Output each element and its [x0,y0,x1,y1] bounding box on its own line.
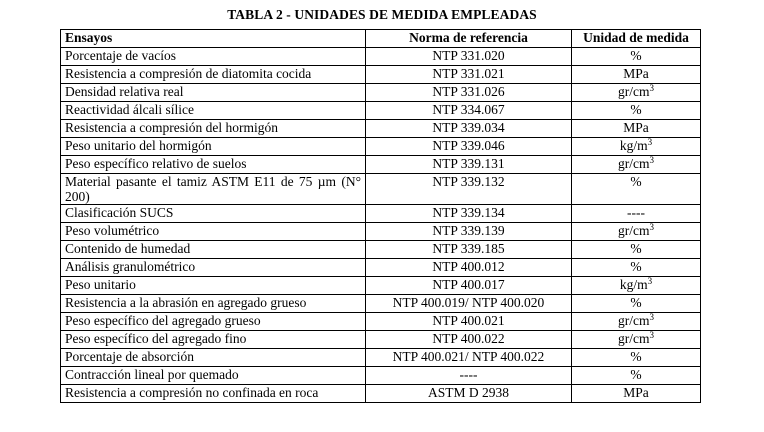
cell-ensayo: Porcentaje de absorción [61,349,366,367]
table-row [61,385,701,403]
cell-unidad [572,241,701,259]
cell-ensayo: Peso específico del agregado grueso [61,313,366,331]
cell-norma: NTP 331.021 [366,66,572,84]
cell-unidad [572,277,701,295]
table-row [61,331,701,349]
unit-text: gr/cm [618,223,650,238]
cell-norma: NTP 400.017 [366,277,572,295]
cell-ensayo: Clasificación SUCS [61,205,366,223]
unit-text: MPa [623,66,649,81]
table-row [61,120,701,138]
header-norma: Norma de referencia [366,30,572,48]
unit-text: MPa [623,120,649,135]
cell-norma: NTP 400.022 [366,331,572,349]
cell-ensayo: Peso específico del agregado fino [61,331,366,349]
table-row [61,313,701,331]
cell-norma: ASTM D 2938 [366,385,572,403]
unit-exponent: 3 [649,312,654,322]
unit-exponent: 3 [649,155,654,165]
header-unidad: Unidad de medida [572,30,701,48]
unit-text: kg/m [619,277,648,292]
cell-unidad [572,66,701,84]
cell-unidad [572,84,701,102]
cell-ensayo: Resistencia a compresión del hormigón [61,120,366,138]
cell-ensayo: Peso específico relativo de suelos [61,156,366,174]
unit-text: gr/cm [618,313,650,328]
cell-unidad [572,205,701,223]
cell-norma: NTP 400.019/ NTP 400.020 [366,295,572,313]
cell-norma: NTP 339.139 [366,223,572,241]
cell-norma: NTP 339.134 [366,205,572,223]
cell-norma: ---- [366,367,572,385]
cell-ensayo: Peso unitario del hormigón [61,138,366,156]
cell-ensayo: Contenido de humedad [61,241,366,259]
unit-exponent: 3 [647,137,653,147]
table-row [61,295,701,313]
cell-norma: NTP 339.131 [366,156,572,174]
cell-norma: NTP 339.046 [366,138,572,156]
unit-text: % [630,349,642,364]
cell-norma: NTP 334.067 [366,102,572,120]
cell-unidad [572,120,701,138]
cell-ensayo: Reactividad álcali sílice [61,102,366,120]
cell-unidad [572,259,701,277]
cell-norma: NTP 331.020 [366,48,572,66]
header-ensayos: Ensayos [61,30,366,48]
table-row [61,48,701,66]
unit-text: % [630,174,642,189]
unit-text: % [630,367,642,382]
cell-unidad [572,156,701,174]
unit-text: gr/cm [618,84,650,99]
table-row [61,349,701,367]
cell-unidad [572,367,701,385]
unit-exponent: 3 [647,276,653,286]
cell-unidad [572,138,701,156]
unit-text: gr/cm [618,331,650,346]
cell-unidad [572,385,701,403]
table-row [61,102,701,120]
cell-norma: NTP 400.021/ NTP 400.022 [366,349,572,367]
unit-text: % [630,295,642,310]
cell-ensayo: Material pasante el tamiz ASTM E11 de 75 µm (N° 200) [61,174,366,205]
unit-text: kg/m [619,138,648,153]
table-row [61,84,701,102]
unit-text: % [630,259,642,274]
table-row [61,223,701,241]
cell-ensayo: Contracción lineal por quemado [61,367,366,385]
unit-exponent: 3 [649,83,654,93]
unit-text: gr/cm [618,156,650,171]
table-row [61,66,701,84]
table-row [61,241,701,259]
unit-exponent: 3 [649,330,654,340]
cell-norma: NTP 331.026 [366,84,572,102]
table-row [61,367,701,385]
table-row [61,277,701,295]
table-row [61,156,701,174]
unit-text: MPa [623,385,649,400]
cell-ensayo: Resistencia a compresión de diatomita cocida [61,66,366,84]
cell-norma: NTP 339.132 [366,174,572,205]
cell-unidad [572,331,701,349]
cell-ensayo: Resistencia a compresión no confinada en roca [61,385,366,403]
cell-norma: NTP 339.185 [366,241,572,259]
unit-text: ---- [627,205,645,220]
units-table [60,29,701,403]
cell-norma: NTP 339.034 [366,120,572,138]
cell-ensayo: Densidad relativa real [61,84,366,102]
cell-ensayo: Porcentaje de vacíos [61,48,366,66]
cell-unidad [572,102,701,120]
cell-unidad [572,313,701,331]
cell-unidad [572,295,701,313]
cell-unidad [572,48,701,66]
table-row [61,259,701,277]
unit-text: % [630,48,642,63]
table-row [61,138,701,156]
unit-text: % [630,102,642,117]
header-row [61,30,701,48]
cell-ensayo: Peso unitario [61,277,366,295]
table-title: TABLA 2 - UNIDADES DE MEDIDA EMPLEADAS [227,7,537,22]
cell-unidad [572,223,701,241]
cell-norma: NTP 400.021 [366,313,572,331]
cell-norma: NTP 400.012 [366,259,572,277]
cell-unidad [572,349,701,367]
unit-text: % [630,241,642,256]
cell-ensayo: Peso volumétrico [61,223,366,241]
cell-ensayo: Resistencia a la abrasión en agregado grueso [61,295,366,313]
cell-unidad [572,174,701,205]
table-row [61,205,701,223]
unit-exponent: 3 [649,222,654,232]
cell-ensayo: Análisis granulométrico [61,259,366,277]
table-row [61,174,701,205]
